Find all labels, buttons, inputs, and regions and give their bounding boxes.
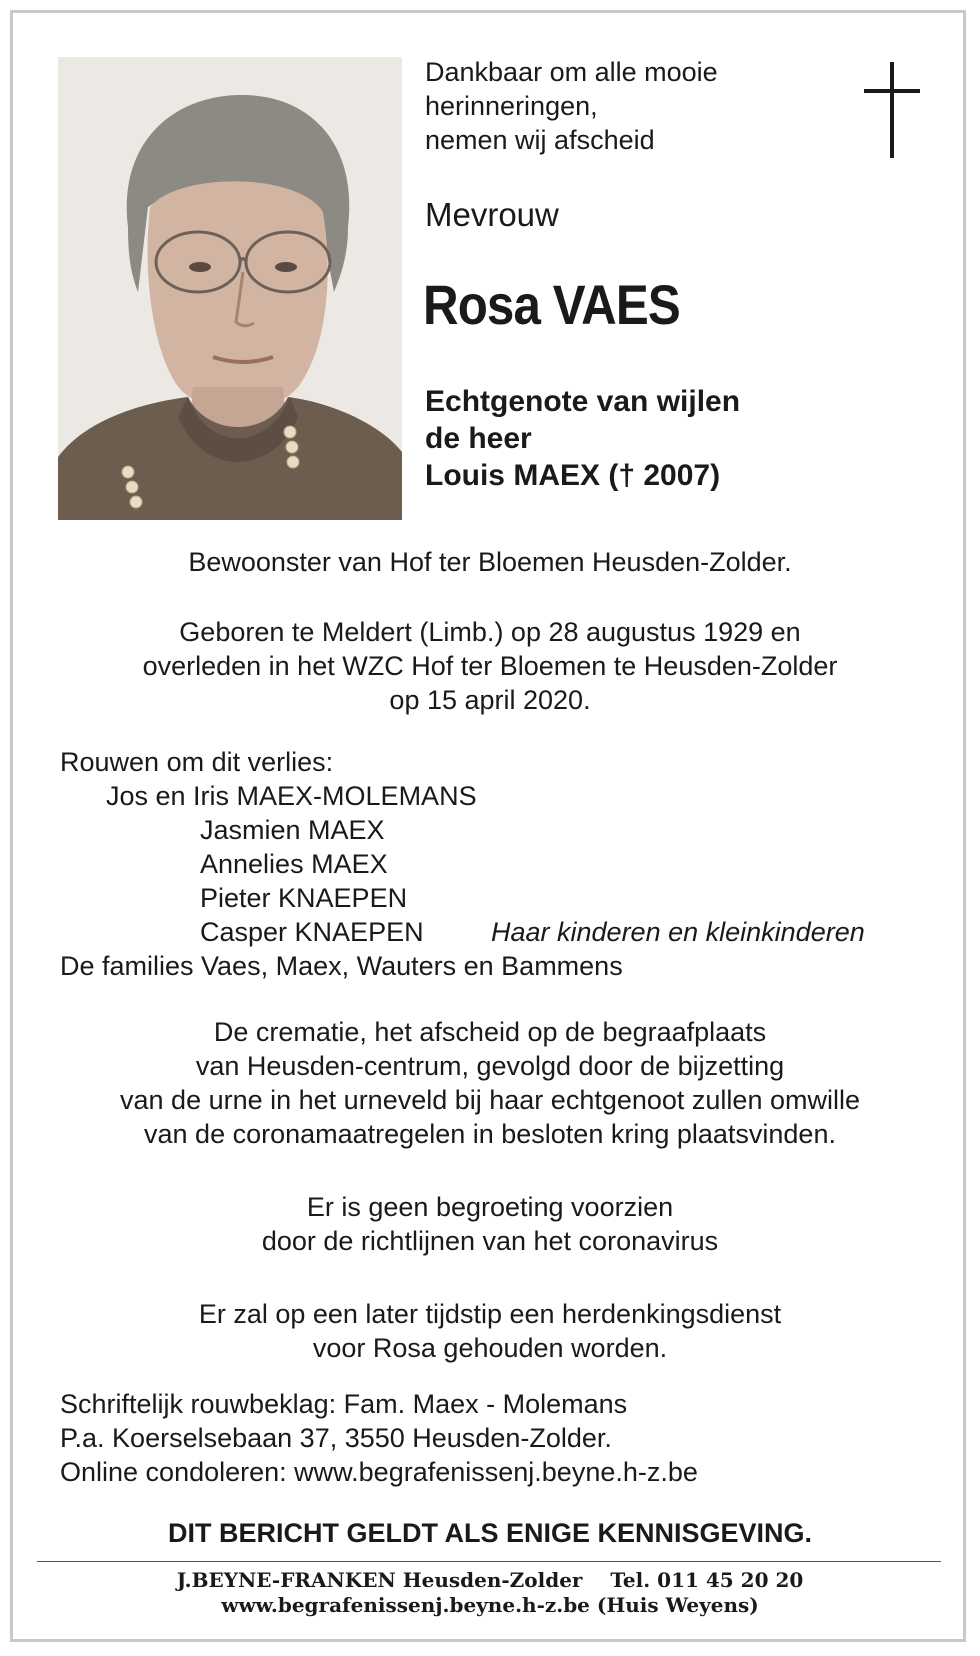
mourners-list (60, 745, 940, 983)
residence (30, 545, 950, 579)
ceremony-info (30, 1015, 950, 1151)
contact-info (60, 1387, 698, 1489)
footer-line: J.BEYNE-FRANKEN Heusden-Zolder Tel. 011 45 20 20 (176, 1568, 804, 1592)
honorific: Mevrouw (425, 196, 559, 233)
greeting-line: door de richtlijnen van het coronavirus (261, 1226, 719, 1256)
contact-line: Schriftelijk rouwbeklag: Fam. Maex - Molemans (60, 1389, 628, 1419)
mourner-grandchild: Annelies MAEX (200, 849, 388, 879)
footer-divider (37, 1561, 941, 1562)
memorial-line: Er zal op een later tijdstip een herdenkingsdienst (198, 1299, 782, 1329)
mourners-group-label: Haar kinderen en kleinkinderen (491, 917, 865, 947)
spouse-info (425, 383, 740, 494)
mourner-grandchild: Jasmien MAEX (200, 815, 385, 845)
portrait-photo (58, 57, 402, 520)
footer-line: www.begrafenissenj.beyne.h-z.be (Huis Weyens) (221, 1593, 759, 1617)
mourner-grandchild: Casper KNAEPEN (200, 917, 424, 947)
ceremony-line: De crematie, het afscheid op de begraafplaats (213, 1017, 767, 1047)
greeting-line: Er is geen begroeting voorzien (306, 1192, 674, 1222)
ceremony-line: van Heusden-centrum, gevolgd door de bijzetting (195, 1051, 785, 1081)
birth-death-line: op 15 april 2020. (389, 685, 591, 715)
intro-line: nemen wij afscheid (425, 125, 655, 155)
residence-line: Bewoonster van Hof ter Bloemen Heusden-Zolder. (188, 547, 792, 577)
intro-line: Dankbaar om alle mooie (425, 57, 718, 87)
memorial-line: voor Rosa gehouden worden. (312, 1333, 668, 1363)
ceremony-line: van de urne in het urneveld bij haar echtgenoot zullen omwille (120, 1085, 860, 1115)
spouse-line: Echtgenote van wijlen (425, 385, 741, 418)
intro-line: herinneringen, (425, 91, 598, 121)
funeral-home-footer (30, 1568, 950, 1618)
mourner-families: De families Vaes, Maex, Wauters en Bammens (60, 951, 623, 981)
mourners-heading: Rouwen om dit verlies: (60, 747, 334, 777)
birth-death-line: overleden in het WZC Hof ter Bloemen te Heusden-Zolder (142, 651, 838, 681)
memorial-info (30, 1297, 950, 1365)
contact-line: P.a. Koerselsebaan 37, 3550 Heusden-Zolder. (60, 1423, 612, 1453)
contact-line: Online condoleren: www.begrafenissenj.beyne.h-z.be (60, 1457, 698, 1487)
intro-text (425, 55, 718, 157)
birth-death-line: Geboren te Meldert (Limb.) op 28 augustus 1929 en (179, 617, 801, 647)
notice-statement: DIT BERICHT GELDT ALS ENIGE KENNISGEVING. (167, 1518, 813, 1548)
ceremony-line: van de coronamaatregelen in besloten kring plaatsvinden. (144, 1119, 836, 1149)
mourner-children: Jos en Iris MAEX-MOLEMANS (106, 781, 477, 811)
spouse-line: de heer (425, 422, 532, 455)
birth-death-info (30, 615, 950, 717)
greeting-info (30, 1190, 950, 1258)
spouse-line: Louis MAEX († 2007) (425, 459, 721, 492)
cross-icon (864, 62, 920, 158)
deceased-name: Rosa VAES (423, 273, 680, 336)
mourner-grandchild: Pieter KNAEPEN (200, 883, 408, 913)
